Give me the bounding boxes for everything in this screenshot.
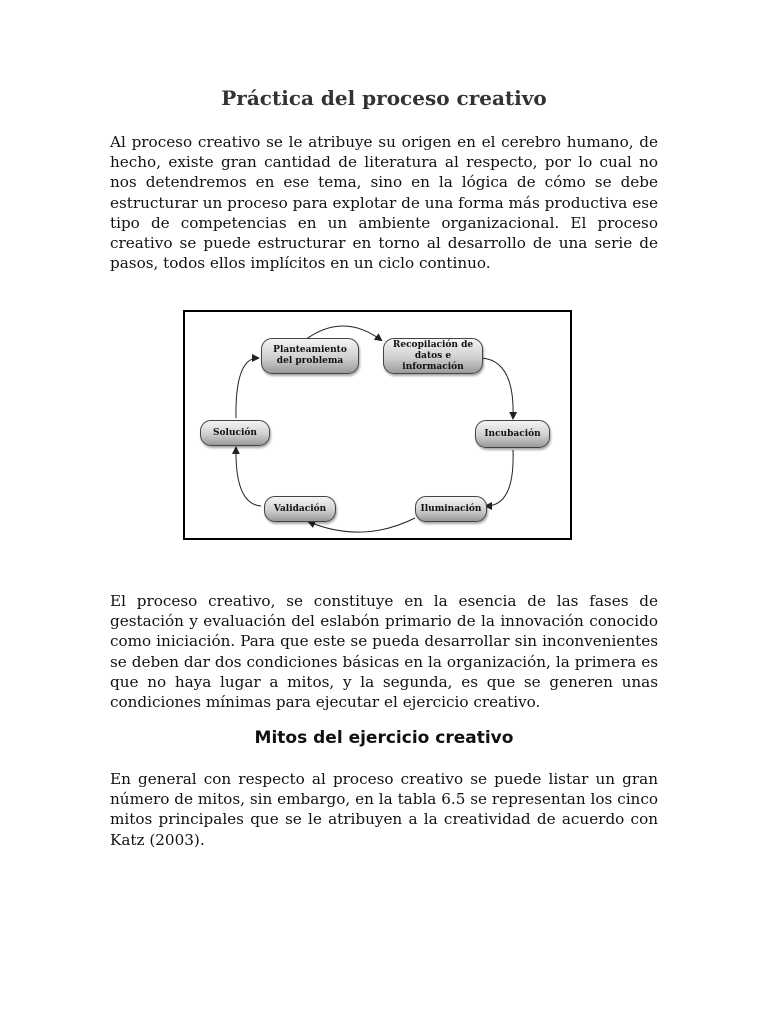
process-paragraph: El proceso creativo, se constituye en la esencia de las fases de gestación y evaluación del eslabón primario de la innovación conocido como iniciación. Para que este se pueda desarrollar sin inconvenientes se deben dar dos condiciones básicas en la organización, la primera es que no haya lugar a mitos, y la segunda, es que se generen unas condiciones mínimas para ejecutar el ejercicio creativo. bbox=[110, 592, 658, 712]
creative-process-diagram bbox=[183, 310, 572, 540]
arrow-solucion-planteamiento bbox=[236, 358, 258, 418]
arrow-recopilacion-incubacion bbox=[481, 358, 513, 418]
intro-paragraph: Al proceso creativo se le atribuye su origen en el cerebro humano, de hecho, existe gran cantidad de literatura al respecto, por lo cual no nos detendremos en ese tema, sino en la lógica de cómo se debe estructurar un proceso para explotar de una forma más productiva ese tipo de competencias en un ambiente organizacional. El proceso creativo se puede estructurar en torno al desarrollo de una serie de pasos, todos ellos implícitos en un ciclo continuo. bbox=[110, 133, 658, 273]
node-planteamiento: Planteamiento del problema bbox=[261, 338, 359, 374]
node-recopilacion: Recopilación de datos e información bbox=[383, 338, 483, 374]
node-solucion: Solución bbox=[200, 420, 270, 446]
arrow-validacion-solucion bbox=[236, 448, 261, 506]
section-heading: Mitos del ejercicio creativo bbox=[254, 728, 514, 748]
arrow-incubacion-iluminacion bbox=[486, 450, 513, 506]
node-incubacion: Incubación bbox=[475, 420, 550, 448]
node-iluminacion: Iluminación bbox=[415, 496, 487, 522]
myths-paragraph: En general con respecto al proceso creativo se puede listar un gran número de mitos, sin embargo, en la tabla 6.5 se representan los cinco mitos principales que se le atribuyen a la creatividad de acuerdo con Katz (2003). bbox=[110, 770, 658, 849]
page-title: Práctica del proceso creativo bbox=[221, 86, 547, 110]
node-validacion: Validación bbox=[264, 496, 336, 522]
